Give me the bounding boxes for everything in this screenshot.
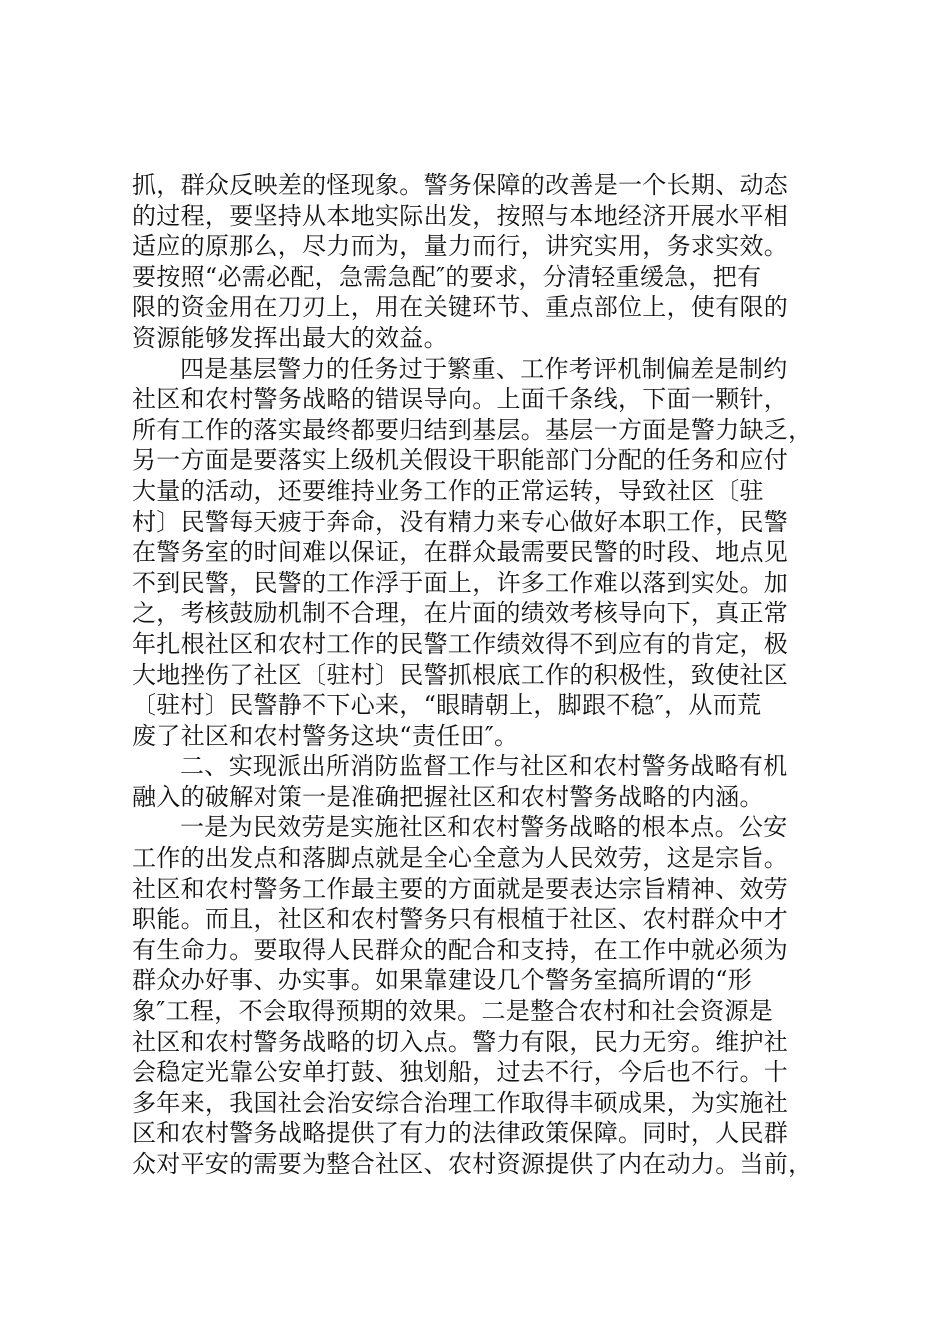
text-line: 所有工作的落实最终都要归结到基层。基层一方面是警力缺乏，: [132, 415, 813, 444]
text-line: 村〕民警每天疲于奔命，没有精力来专心做好本职工作，民警: [132, 507, 789, 536]
body-text: [132, 170, 822, 1180]
text-line: 限的资金用在刀刃上，用在关键环节、重点部位上，使有限的: [132, 293, 789, 322]
text-line: 有生命力。要取得人民群众的配合和支持，在工作中就必须为: [132, 935, 789, 964]
text-line: 多年来，我国社会治安综合治理工作取得丰硕成果，为实施社: [132, 1088, 789, 1117]
text-line: 四是基层警力的任务过于繁重、工作考评机制偏差是制约: [180, 354, 788, 383]
text-line: 在警务室的时间难以保证，在群众最需要民警的时段、地点见: [132, 538, 789, 567]
text-line: 社区和农村警务战略的错误导向。上面千条线，下面一颗针，: [132, 385, 789, 414]
text-line: 一是为民效劳是实施社区和农村警务战略的根本点。公安: [180, 813, 788, 842]
text-line: 要按照“必需必配，急需急配″的要求，分清轻重缓急，把有: [132, 262, 762, 291]
text-line: 废了社区和农村警务这块“责任田″。: [132, 721, 519, 750]
text-line: 的过程，要坚持从本地实际出发，按照与本地经济开展水平相: [132, 201, 789, 230]
text-line: 抓，群众反映差的怪现象。警务保障的改善是一个长期、动态: [132, 171, 789, 199]
text-line: 群众办好事、办实事。如果靠建设几个警务室搞所谓的“形: [132, 966, 753, 995]
text-line: 社区和农村警务工作最主要的方面就是要表达宗旨精神、效劳: [132, 874, 789, 903]
text-line: 大量的活动，还要维持业务工作的正常运转，导致社区〔驻: [132, 476, 764, 505]
text-line: 大地挫伤了社区〔驻村〕民警抓根底工作的积极性，致使社区: [132, 660, 789, 689]
text-line: 年扎根社区和农村工作的民警工作绩效得不到应有的肯定，极: [132, 629, 789, 658]
text-line: 社区和农村警务战略的切入点。警力有限，民力无穷。维护社: [132, 1027, 789, 1056]
text-line: 融入的破解对策一是准确把握社区和农村警务战略的内涵。: [132, 782, 764, 811]
text-line: 众对平安的需要为整合社区、农村资源提供了内在动力。当前，: [132, 1150, 813, 1178]
text-line: 会稳定光靠公安单打鼓、独划船，过去不行，今后也不行。十: [132, 1058, 789, 1087]
text-line: 〔驻村〕民警静不下心来，“眼睛朝上，脚跟不稳″，从而荒: [132, 691, 762, 720]
text-line: 资源能够发挥出最大的效益。: [132, 323, 448, 352]
text-line: 区和农村警务战略提供了有力的法律政策保障。同时，人民群: [132, 1119, 789, 1148]
text-line: 二、实现派出所消防监督工作与社区和农村警务战略有机: [180, 752, 788, 781]
text-line: 工作的出发点和落脚点就是全心全意为人民效劳，这是宗旨。: [132, 844, 789, 873]
text-line: 象″工程，不会取得预期的效果。二是整合农村和社会资源是: [132, 997, 774, 1026]
text-line: 适应的原那么，尽力而为，量力而行，讲究实用，务求实效。: [132, 232, 789, 261]
text-line: 不到民警，民警的工作浮于面上，许多工作难以落到实处。加: [132, 568, 789, 597]
text-line: 另一方面是要落实上级机关假设干职能部门分配的任务和应付: [132, 446, 789, 475]
text-line: 职能。而且，社区和农村警务只有根植于社区、农村群众中才: [132, 905, 789, 934]
text-line: 之，考核鼓励机制不合理，在片面的绩效考核导向下，真正常: [132, 599, 789, 628]
